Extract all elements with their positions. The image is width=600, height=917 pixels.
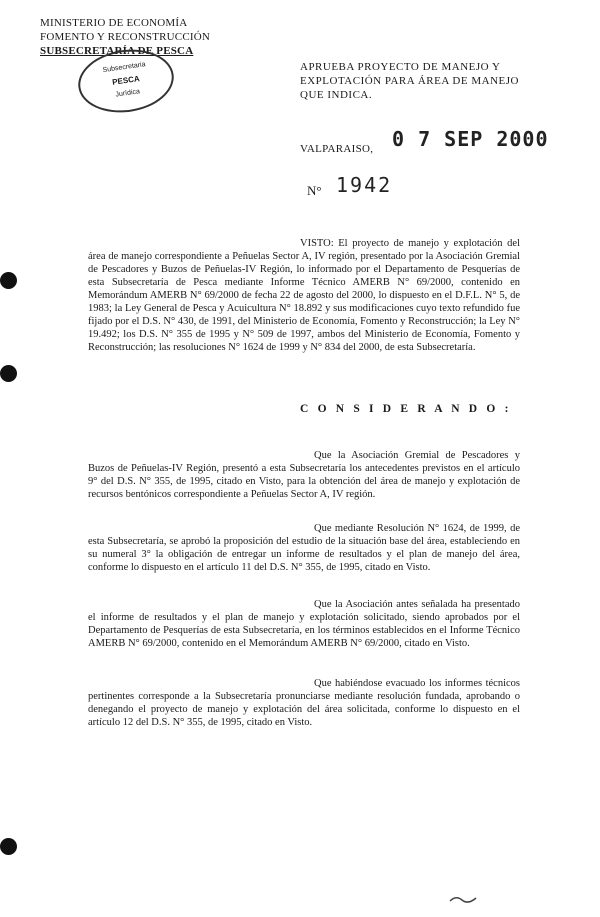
- date-stamp: 0 7 SEP 2000: [392, 127, 549, 151]
- letterhead-division: FOMENTO Y RECONSTRUCCIÓN: [40, 31, 211, 43]
- resolution-number: 1942: [336, 173, 393, 197]
- punch-hole-middle: [0, 365, 17, 382]
- ink-mark: [448, 893, 478, 905]
- considerando-paragraph-2: Que mediante Resolución N° 1624, de 1999, de esta Subsecretaría, se aprobó la proposición del estudio de la situación base del área, estableciendo en su numeral 3° la obligación de entregar un informe de resultados y el plan de manejo del área, conforme lo dispuesto en el artículo 11 del D.S. N° 355, de 1995, citado en Visto.: [88, 523, 520, 573]
- considerando-paragraph-4: Que habiéndose evacuado los informes técnicos pertinentes corresponde a la Subsecretaría pronunciarse mediante resolución fundada, aprobando o denegando el proyecto de manejo y explotación del área solicitada, conforme lo dispuesto en el artículo 12 del D.S. N° 355, de 1995, citado en Visto.: [88, 678, 520, 728]
- stamp-text-bottom: Jurídica: [115, 88, 141, 99]
- document-subject: APRUEBA PROYECTO DE MANEJO Y EXPLOTACIÓN PARA ÁREA DE MANEJO QUE INDICA.: [300, 61, 519, 101]
- resolution-number-label: N°: [307, 183, 322, 198]
- considerando-paragraph-1: Que la Asociación Gremial de Pescadores y Buzos de Peñuelas-IV Región, presentó a esta Subsecretaría los antecedentes previstos en el artículo 9° del D.S. N° 355, de 1995, citado en Visto, para la obtención del área de manejo y explotación de recursos bentónicos correspondiente a Peñuelas Sector A, IV región.: [88, 450, 520, 500]
- punch-hole-bottom: [0, 838, 17, 855]
- letterhead-undersecretariat: SUBSECRETARÍA DE PESCA: [40, 45, 194, 57]
- document-place: VALPARAISO,: [300, 143, 374, 155]
- visto-paragraph: VISTO: El proyecto de manejo y explotación del área de manejo correspondiente a Peñuelas Sector A, IV región, presentado por la Asociación Gremial de Pescadores y Buzos de Peñuelas-IV Región, lo informado por el Departamento de Pesquerías de esta Subsecretaría de Pesca mediante Informe Técnico AMERB N° 69/2000, contenido en Memorándum AMERB N° 69/2000 de fecha 22 de agosto del 2000, lo dispuesto en el D.F.L. N° 5, de 1983; la Ley General de Pesca y Acuicultura N° 18.892 y sus modificaciones cuyo texto refundido fue fijado por el D.S. N° 430, de 1991, del Ministerio de Economía, Fomento y Reconstrucción; la Ley N° 19.492; los D.S. N° 355 de 1995 y N° 509 de 1997, ambos del Ministerio de Economía, Fomento y Reconstrucción; las resoluciones N° 1624 de 1999 y N° 834 del 2000, de esta Subsecretaría.: [88, 238, 520, 353]
- considerando-heading: C O N S I D E R A N D O :: [300, 403, 512, 415]
- considerando-paragraph-3: Que la Asociación antes señalada ha presentado el informe de resultados y el plan de manejo y explotación solicitado, siendo aprobados por el Departamento de Pesquerías de esta Subsecretaría, en los términos establecidos en el Informe Técnico AMERB N° 69/2000, contenido en el Memorándum AMERB N° 69/2000, citado en Visto.: [88, 599, 520, 649]
- letterhead-ministry: MINISTERIO DE ECONOMÍA: [40, 17, 188, 29]
- punch-hole-top: [0, 272, 17, 289]
- stamp-text-middle: PESCA: [111, 74, 141, 87]
- stamp-text-top: Subsecretaria: [102, 61, 146, 75]
